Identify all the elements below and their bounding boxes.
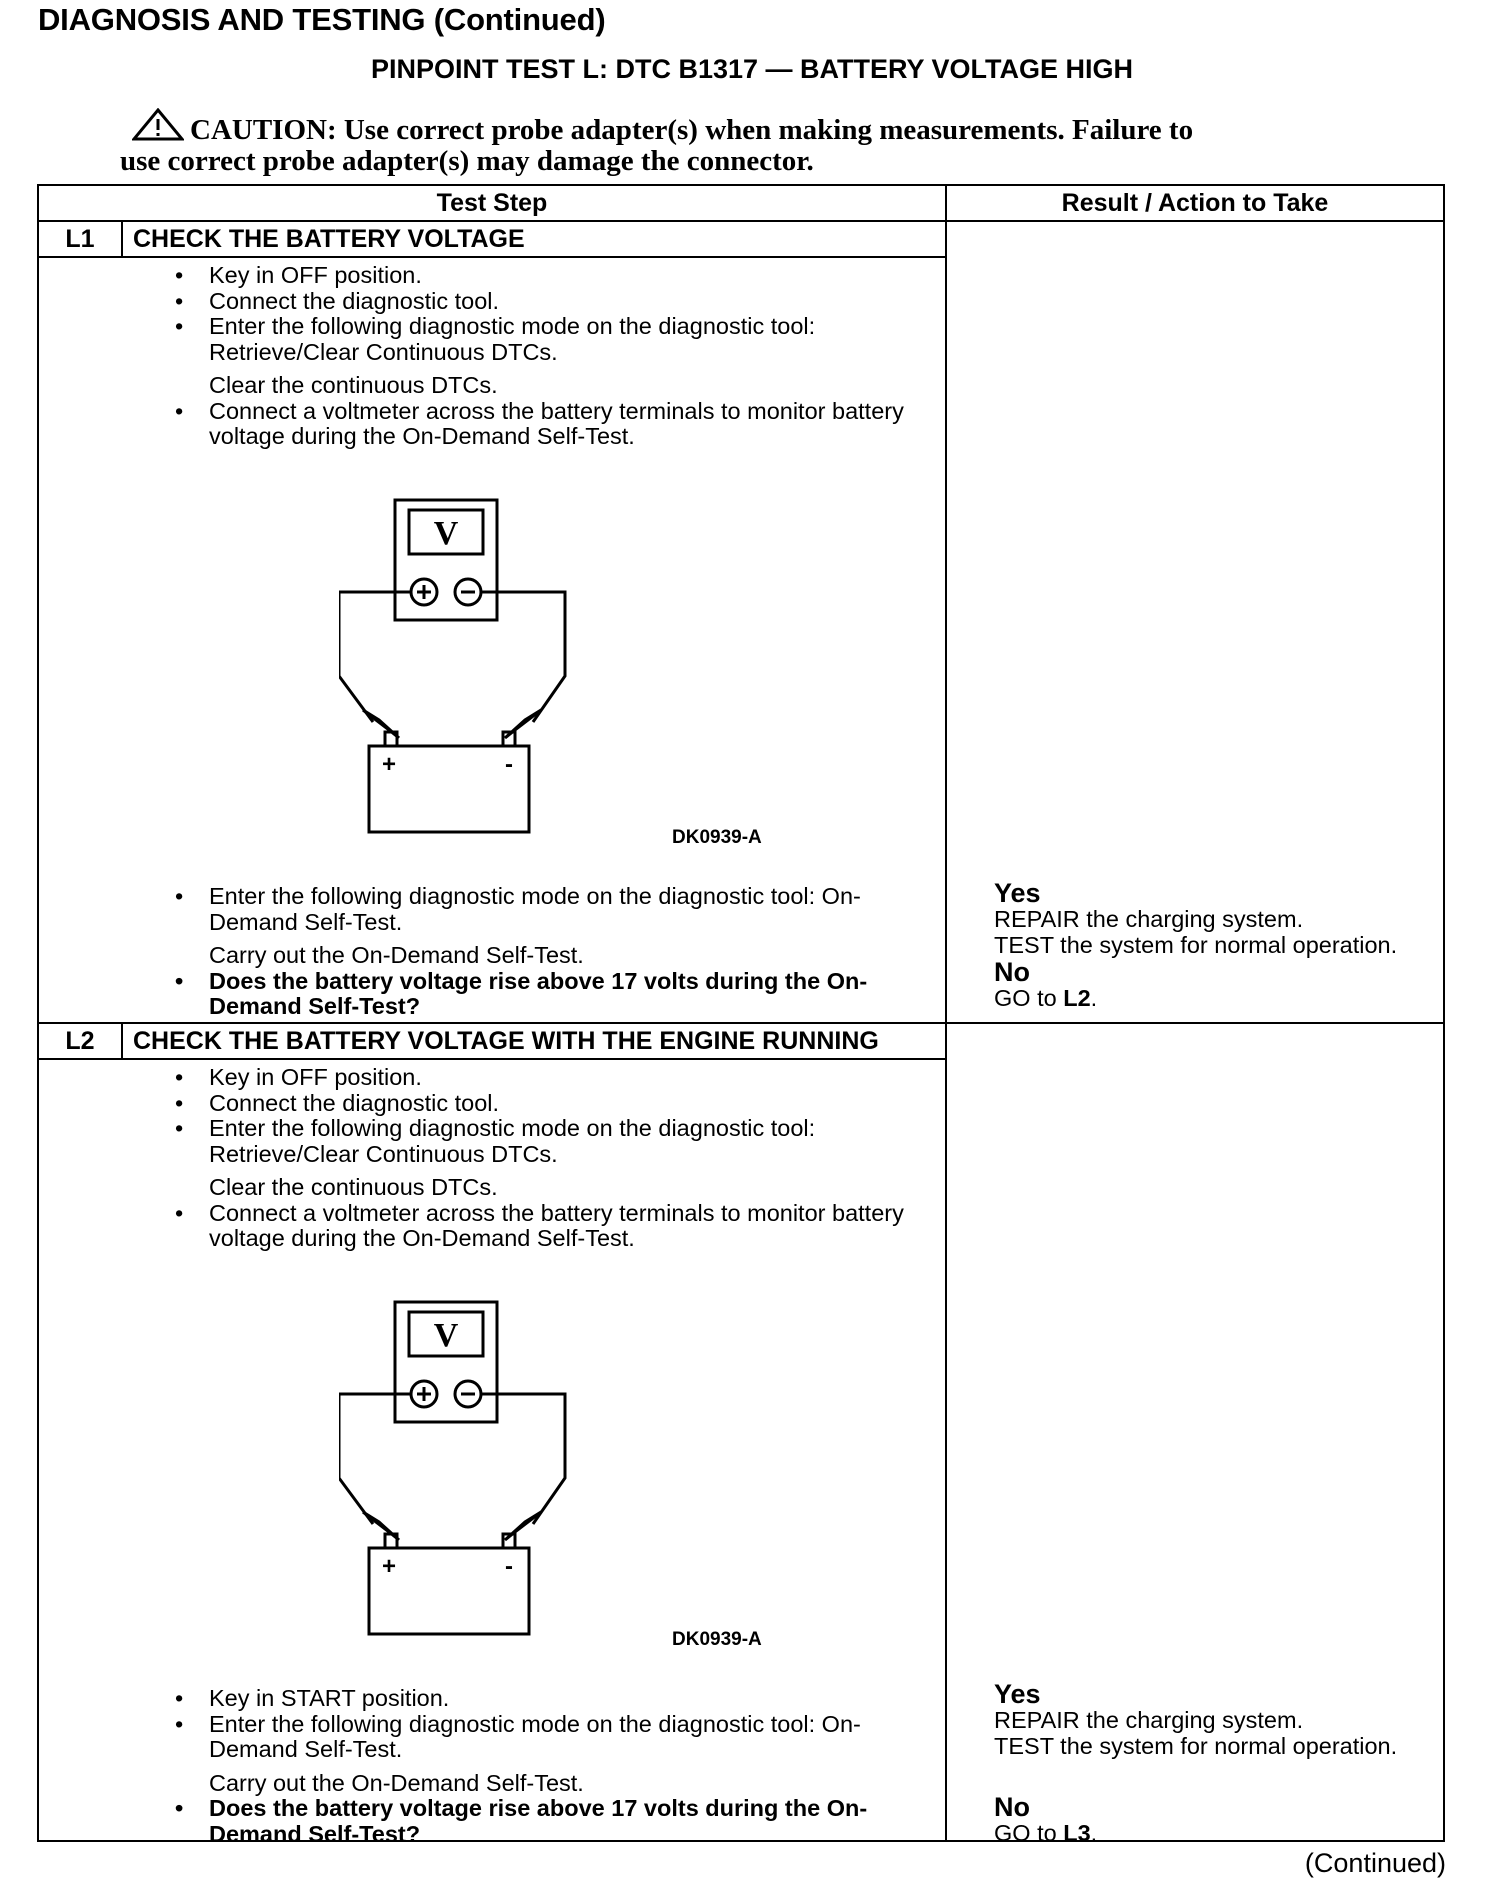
step-title: CHECK THE BATTERY VOLTAGE [133, 225, 525, 253]
figure-label: DK0939-A [672, 1629, 762, 1650]
result-action-l1 [994, 879, 1474, 1012]
step-title: CHECK THE BATTERY VOLTAGE WITH THE ENGINE RUNNING [133, 1027, 879, 1055]
diagnostic-question: • Does the battery voltage rise above 17 volts during the On-Demand Self-Test? [169, 1796, 909, 1847]
pinpoint-test-title: PINPOINT TEST L: DTC B1317 — BATTERY VOLTAGE HIGH [370, 54, 1134, 84]
instruction-item: • Key in OFF position. [169, 263, 949, 289]
battery-minus-label: - [505, 1553, 513, 1580]
result-yes-label: Yes [994, 878, 1041, 908]
instruction-item: • Connect the diagnostic tool. [169, 289, 949, 315]
result-yes-action: REPAIR the charging system. [994, 1707, 1304, 1733]
column-header-test-step: Test Step [436, 189, 548, 217]
negative-probe [505, 1512, 541, 1540]
battery-plus-label: + [381, 1553, 397, 1580]
instruction-item: • Connect a voltmeter across the battery terminals to monitor battery voltage during the On-Demand Self-Test. [169, 399, 909, 450]
battery-minus-label: - [505, 751, 513, 778]
instruction-item: • Enter the following diagnostic mode on the diagnostic tool: On-Demand Self-Test. [169, 884, 909, 935]
result-no-action: GO to L3. [994, 1820, 1098, 1846]
instruction-item: • Enter the following diagnostic mode on the diagnostic tool: On-Demand Self-Test. [169, 1712, 909, 1763]
goto-step-link[interactable]: L3 [1063, 1820, 1091, 1846]
voltmeter-symbol: V [433, 515, 459, 552]
step-id-divider-l1 [121, 220, 123, 256]
caution-line-2: use correct probe adapter(s) may damage the connector. [120, 145, 814, 177]
instruction-item: • Key in START position. [169, 1686, 949, 1712]
step-id: L2 [65, 1027, 95, 1055]
step-instructions [169, 884, 949, 1020]
row-divider-l2 [39, 1022, 1443, 1024]
caution-line-1: CAUTION: Use correct probe adapter(s) when making measurements. Failure to [190, 114, 1194, 146]
result-no-label: No [994, 1792, 1030, 1822]
goto-step-link[interactable]: L2 [1063, 985, 1091, 1011]
instruction-note: Carry out the On-Demand Self-Test. [209, 1769, 584, 1796]
instruction-note: Clear the continuous DTCs. [209, 1174, 498, 1200]
page-header: DIAGNOSIS AND TESTING (Continued) [38, 2, 606, 37]
title-divider-l1 [39, 256, 945, 258]
result-action-l2 [994, 1680, 1474, 1847]
caution-notice [120, 108, 1340, 177]
pinpoint-test-table [37, 184, 1445, 1847]
instruction-item: • Key in OFF position. [169, 1065, 949, 1091]
instruction-item: • Enter the following diagnostic mode on the diagnostic tool: Retrieve/Clear Continuous DTCs. [169, 1116, 909, 1167]
result-yes-action: TEST the system for normal operation. [994, 931, 1398, 958]
instruction-item: • Enter the following diagnostic mode on the diagnostic tool: Retrieve/Clear Continuous DTCs. [169, 314, 909, 365]
continued-label: (Continued) [1304, 1848, 1446, 1878]
step-instructions [169, 263, 949, 450]
battery-plus-label: + [381, 751, 397, 778]
negative-lead [481, 1394, 565, 1524]
step-instructions [169, 1065, 949, 1252]
step-id-divider-l2 [121, 1022, 123, 1058]
instruction-note: Clear the continuous DTCs. [209, 372, 498, 398]
column-header-result: Result / Action to Take [1061, 189, 1329, 217]
header-divider [39, 220, 1443, 222]
step-id: L1 [65, 225, 95, 253]
positive-probe [363, 1512, 399, 1540]
title-divider-l2 [39, 1058, 945, 1060]
result-no-label: No [994, 957, 1030, 987]
voltmeter-symbol: V [433, 1317, 459, 1354]
figure-label: DK0939-A [672, 827, 762, 848]
result-yes-label: Yes [994, 1679, 1041, 1709]
negative-probe [505, 710, 541, 738]
instruction-note: Carry out the On-Demand Self-Test. [209, 942, 584, 968]
instruction-item: • Connect the diagnostic tool. [169, 1091, 949, 1117]
negative-lead [481, 592, 565, 722]
positive-probe [363, 710, 399, 738]
voltmeter-battery-diagram [339, 496, 659, 876]
result-yes-action: TEST the system for normal operation. [994, 1732, 1398, 1759]
warning-triangle-icon [132, 108, 184, 142]
voltmeter-battery-diagram [339, 1298, 659, 1678]
positive-lead [339, 592, 411, 722]
positive-lead [339, 1394, 411, 1524]
step-instructions [169, 1686, 949, 1847]
diagnostic-question: • Does the battery voltage rise above 17 volts during the On-Demand Self-Test? [169, 969, 909, 1020]
result-no-action: GO to L2. [994, 985, 1098, 1011]
instruction-item: • Connect a voltmeter across the battery terminals to monitor battery voltage during the On-Demand Self-Test. [169, 1201, 909, 1252]
result-yes-action: REPAIR the charging system. [994, 906, 1304, 932]
